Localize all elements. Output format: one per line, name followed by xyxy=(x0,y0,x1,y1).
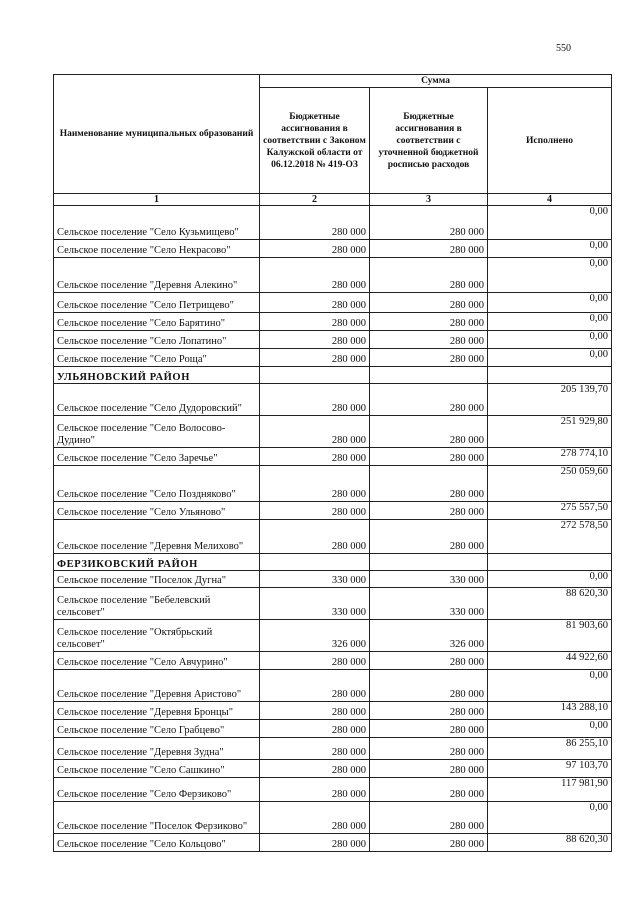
table-row xyxy=(54,702,612,720)
table-row xyxy=(54,520,612,554)
executed-amount: 0,00 xyxy=(488,313,612,331)
settlement-name: Сельское поселение "Село Дудоровский" xyxy=(54,384,260,416)
refined-allocation: 280 000 xyxy=(370,313,488,331)
table-row xyxy=(54,313,612,331)
law-allocation: 280 000 xyxy=(260,293,370,313)
law-allocation: 280 000 xyxy=(260,466,370,502)
table-row xyxy=(54,349,612,367)
budget-table xyxy=(53,74,612,852)
refined-allocation: 280 000 xyxy=(370,652,488,670)
column-number: 3 xyxy=(370,194,488,206)
table-row xyxy=(54,502,612,520)
settlement-name: Сельское поселение "Деревня Мелихово" xyxy=(54,520,260,554)
table-row xyxy=(54,802,612,834)
executed-amount: 275 557,50 xyxy=(488,502,612,520)
district-name: УЛЬЯНОВСКИЙ РАЙОН xyxy=(54,367,260,384)
column-numbers-row xyxy=(54,194,612,206)
law-allocation: 326 000 xyxy=(260,620,370,652)
executed-amount: 0,00 xyxy=(488,258,612,293)
law-allocation: 280 000 xyxy=(260,384,370,416)
table-header xyxy=(54,75,612,206)
empty-cell xyxy=(370,367,488,384)
settlement-name: Сельское поселение "Село Барятино" xyxy=(54,313,260,331)
law-allocation: 280 000 xyxy=(260,240,370,258)
table-body xyxy=(54,206,612,852)
settlement-name: Сельское поселение "Село Петрищево" xyxy=(54,293,260,313)
refined-allocation: 280 000 xyxy=(370,702,488,720)
executed-amount: 0,00 xyxy=(488,571,612,588)
law-allocation: 280 000 xyxy=(260,416,370,448)
settlement-name: Сельское поселение "Село Волосово-Дудино" xyxy=(54,416,260,448)
settlement-name: Сельское поселение "Село Кольцово" xyxy=(54,834,260,852)
refined-allocation: 280 000 xyxy=(370,384,488,416)
refined-allocation: 280 000 xyxy=(370,778,488,802)
executed-amount: 0,00 xyxy=(488,240,612,258)
refined-allocation: 280 000 xyxy=(370,760,488,778)
refined-allocation: 280 000 xyxy=(370,293,488,313)
settlement-name: Сельское поселение "Село Авчурино" xyxy=(54,652,260,670)
law-allocation: 280 000 xyxy=(260,720,370,738)
table-row xyxy=(54,778,612,802)
table-row xyxy=(54,588,612,620)
executed-amount: 88 620,30 xyxy=(488,834,612,852)
executed-amount: 0,00 xyxy=(488,802,612,834)
empty-cell xyxy=(260,367,370,384)
refined-allocation: 330 000 xyxy=(370,588,488,620)
settlement-name: Сельское поселение "Село Некрасово" xyxy=(54,240,260,258)
refined-allocation: 280 000 xyxy=(370,258,488,293)
settlement-name: Сельское поселение "Село Сашкино" xyxy=(54,760,260,778)
law-allocation: 280 000 xyxy=(260,760,370,778)
executed-amount: 88 620,30 xyxy=(488,588,612,620)
table-row xyxy=(54,720,612,738)
executed-amount: 250 059,60 xyxy=(488,466,612,502)
law-allocation: 280 000 xyxy=(260,652,370,670)
executed-amount: 205 139,70 xyxy=(488,384,612,416)
district-heading-row xyxy=(54,554,612,571)
executed-amount: 86 255,10 xyxy=(488,738,612,760)
header-name-column: Наименование муниципальных образований xyxy=(54,75,260,194)
refined-allocation: 280 000 xyxy=(370,416,488,448)
law-allocation: 280 000 xyxy=(260,502,370,520)
executed-amount: 0,00 xyxy=(488,206,612,240)
executed-amount: 0,00 xyxy=(488,670,612,702)
law-allocation: 280 000 xyxy=(260,520,370,554)
header-executed: Исполнено xyxy=(488,88,612,194)
table-row xyxy=(54,652,612,670)
executed-amount: 143 288,10 xyxy=(488,702,612,720)
header-law-allocations: Бюджетные ассигнования в соответствии с Законом Калужской области от 06.12.2018 № 419-ОЗ xyxy=(260,88,370,194)
table-row xyxy=(54,293,612,313)
settlement-name: Сельское поселение "Деревня Аристово" xyxy=(54,670,260,702)
refined-allocation: 280 000 xyxy=(370,738,488,760)
settlement-name: Сельское поселение "Село Грабцево" xyxy=(54,720,260,738)
table-row xyxy=(54,258,612,293)
settlement-name: Сельское поселение "Поселок Дугна" xyxy=(54,571,260,588)
settlement-name: Сельское поселение "Село Кузьмищево" xyxy=(54,206,260,240)
executed-amount: 44 922,60 xyxy=(488,652,612,670)
executed-amount: 97 103,70 xyxy=(488,760,612,778)
law-allocation: 280 000 xyxy=(260,670,370,702)
settlement-name: Сельское поселение "Бебелевский сельсовет" xyxy=(54,588,260,620)
refined-allocation: 280 000 xyxy=(370,802,488,834)
executed-amount: 251 929,80 xyxy=(488,416,612,448)
empty-cell xyxy=(260,554,370,571)
empty-cell xyxy=(488,367,612,384)
refined-allocation: 280 000 xyxy=(370,834,488,852)
table-row xyxy=(54,738,612,760)
executed-amount: 0,00 xyxy=(488,293,612,313)
district-heading-row xyxy=(54,367,612,384)
empty-cell xyxy=(488,554,612,571)
refined-allocation: 326 000 xyxy=(370,620,488,652)
executed-amount: 0,00 xyxy=(488,349,612,367)
settlement-name: Сельское поселение "Село Заречье" xyxy=(54,448,260,466)
executed-amount: 0,00 xyxy=(488,331,612,349)
law-allocation: 280 000 xyxy=(260,206,370,240)
law-allocation: 280 000 xyxy=(260,313,370,331)
refined-allocation: 280 000 xyxy=(370,240,488,258)
settlement-name: Сельское поселение "Деревня Алекино" xyxy=(54,258,260,293)
settlement-name: Сельское поселение "Село Лопатино" xyxy=(54,331,260,349)
settlement-name: Сельское поселение "Поселок Ферзиково" xyxy=(54,802,260,834)
district-name: ФЕРЗИКОВСКИЙ РАЙОН xyxy=(54,554,260,571)
table-row xyxy=(54,571,612,588)
law-allocation: 280 000 xyxy=(260,258,370,293)
table-row xyxy=(54,834,612,852)
executed-amount: 81 903,60 xyxy=(488,620,612,652)
table-row xyxy=(54,384,612,416)
refined-allocation: 280 000 xyxy=(370,466,488,502)
header-refined-allocations: Бюджетные ассигнования в соответствии с уточненной бюджетной росписью расходов xyxy=(370,88,488,194)
executed-amount: 278 774,10 xyxy=(488,448,612,466)
refined-allocation: 280 000 xyxy=(370,349,488,367)
settlement-name: Сельское поселение "Село Роща" xyxy=(54,349,260,367)
law-allocation: 330 000 xyxy=(260,571,370,588)
settlement-name: Сельское поселение "Село Поздняково" xyxy=(54,466,260,502)
page-number: 550 xyxy=(556,43,571,54)
table-row xyxy=(54,760,612,778)
settlement-name: Сельское поселение "Октябрьский сельсовет" xyxy=(54,620,260,652)
refined-allocation: 280 000 xyxy=(370,448,488,466)
table-row xyxy=(54,206,612,240)
law-allocation: 280 000 xyxy=(260,834,370,852)
law-allocation: 280 000 xyxy=(260,778,370,802)
table-row xyxy=(54,331,612,349)
settlement-name: Сельское поселение "Деревня Бронцы" xyxy=(54,702,260,720)
law-allocation: 280 000 xyxy=(260,702,370,720)
refined-allocation: 280 000 xyxy=(370,670,488,702)
refined-allocation: 280 000 xyxy=(370,520,488,554)
table-row xyxy=(54,416,612,448)
empty-cell xyxy=(370,554,488,571)
header-sum-group: Сумма xyxy=(260,75,612,88)
table-row xyxy=(54,466,612,502)
law-allocation: 280 000 xyxy=(260,802,370,834)
refined-allocation: 280 000 xyxy=(370,502,488,520)
column-number: 1 xyxy=(54,194,260,206)
table-row xyxy=(54,670,612,702)
law-allocation: 280 000 xyxy=(260,349,370,367)
law-allocation: 280 000 xyxy=(260,738,370,760)
table-row xyxy=(54,240,612,258)
executed-amount: 272 578,50 xyxy=(488,520,612,554)
column-number: 4 xyxy=(488,194,612,206)
table-row xyxy=(54,448,612,466)
executed-amount: 0,00 xyxy=(488,720,612,738)
refined-allocation: 280 000 xyxy=(370,206,488,240)
refined-allocation: 330 000 xyxy=(370,571,488,588)
law-allocation: 330 000 xyxy=(260,588,370,620)
table-row xyxy=(54,620,612,652)
column-number: 2 xyxy=(260,194,370,206)
refined-allocation: 280 000 xyxy=(370,331,488,349)
settlement-name: Сельское поселение "Село Ульяново" xyxy=(54,502,260,520)
settlement-name: Сельское поселение "Деревня Зудна" xyxy=(54,738,260,760)
settlement-name: Сельское поселение "Село Ферзиково" xyxy=(54,778,260,802)
refined-allocation: 280 000 xyxy=(370,720,488,738)
executed-amount: 117 981,90 xyxy=(488,778,612,802)
law-allocation: 280 000 xyxy=(260,448,370,466)
law-allocation: 280 000 xyxy=(260,331,370,349)
